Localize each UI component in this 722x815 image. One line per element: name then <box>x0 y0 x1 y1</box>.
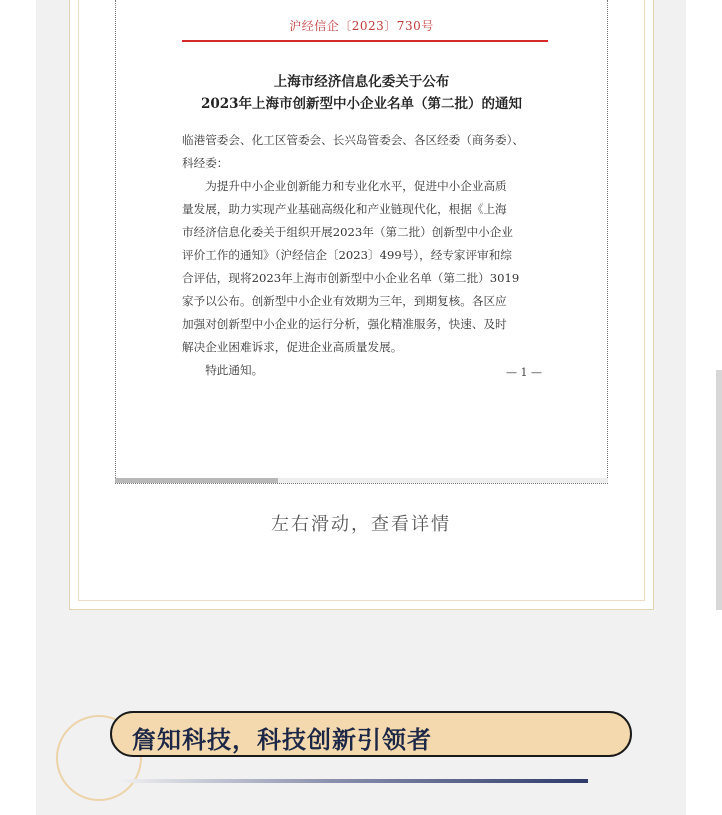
document-line: 评价工作的通知》（沪经信企〔2023〕499号），经专家评审和综 <box>182 248 512 262</box>
document-title-line1: 上海市经济信息化委关于公布 <box>273 74 450 90</box>
gradient-underline <box>118 779 588 783</box>
swipe-hint: 左右滑动，查看详情 <box>271 514 451 535</box>
document-line: 加强对创新型中小企业的运行分析，强化精准服务，快速、及时 <box>182 317 507 331</box>
document-line: 为提升中小企业创新能力和专业化水平，促进中小企业高质 <box>182 179 507 193</box>
document-page-number: — 1 — <box>506 366 542 379</box>
document-line: 家予以公布。创新型中小企业有效期为三年，到期复核。各区应 <box>182 294 507 308</box>
document-line: 科经委： <box>182 156 229 170</box>
horizontal-scrollbar-thumb[interactable] <box>115 478 278 483</box>
document-line: 量发展，助力实现产业基础高级化和产业链现代化，根据《上海 <box>182 202 507 216</box>
document-line: 合评估，现将2023年上海市创新型中小企业名单（第二批）3019 <box>182 271 520 285</box>
document-title-line2: 2023年上海市创新型中小企业名单（第二批）的通知 <box>200 96 523 112</box>
document-line: 临港管委会、化工区管委会、长兴岛管委会、各区经委（商务委）、 <box>182 133 525 147</box>
document-line: 特此通知。 <box>182 363 264 377</box>
document-line: 解决企业困难诉求，促进企业高质量发展。 <box>182 340 403 354</box>
document-scroll-view[interactable] <box>115 0 608 484</box>
document-line: 市经济信息化委关于组织开展2023年（第二批）创新型中小企业 <box>182 225 513 239</box>
document-number: 沪经信企〔2023〕730号 <box>289 19 434 33</box>
red-divider <box>182 40 548 42</box>
page-scrollbar[interactable] <box>716 370 722 610</box>
slogan-text: 詹知科技，科技创新引领者 <box>132 726 432 754</box>
